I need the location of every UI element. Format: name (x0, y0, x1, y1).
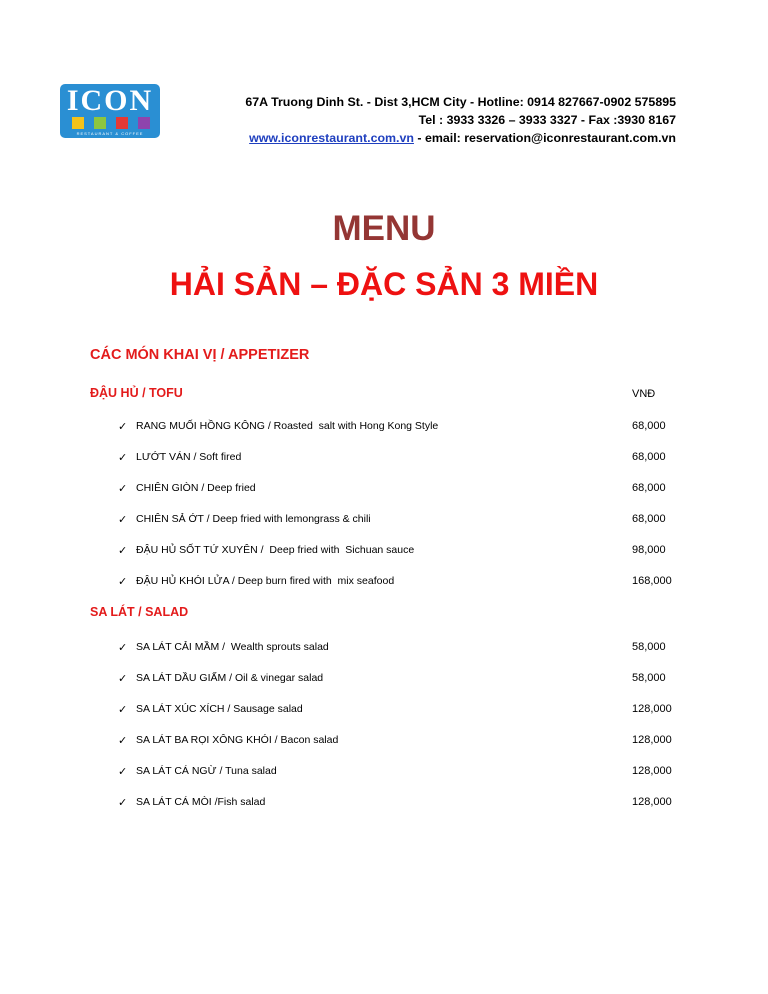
check-icon: ✓ (118, 452, 128, 464)
item-price: 128,000 (632, 703, 672, 715)
currency-label: VNĐ (632, 388, 656, 400)
item-price: 128,000 (632, 734, 672, 746)
check-icon: ✓ (118, 642, 128, 654)
check-icon: ✓ (118, 704, 128, 716)
website-link[interactable]: www.iconrestaurant.com.vn (249, 131, 414, 145)
category-title-salad: SA LÁT / SALAD (90, 605, 189, 619)
item-name: CHIÊN GIÒN / Deep fried (136, 482, 256, 494)
item-price: 68,000 (632, 420, 666, 432)
item-name: SA LÁT CÁ NGỪ / Tuna salad (136, 765, 277, 777)
item-price: 58,000 (632, 641, 666, 653)
check-icon: ✓ (118, 766, 128, 778)
item-name: LƯỚT VÁN / Soft fired (136, 451, 242, 463)
item-name: RANG MUỐI HỒNG KÔNG / Roasted salt with Hong Kong Style (136, 420, 439, 432)
item-price: 128,000 (632, 765, 672, 777)
menu-item (118, 544, 678, 560)
item-name: SA LÁT BA RỌI XÔNG KHÓI / Bacon salad (136, 734, 339, 746)
menu-subtitle: HẢI SẢN – ĐẶC SẢN 3 MIỀN (169, 266, 599, 302)
check-icon: ✓ (118, 483, 128, 495)
menu-item (118, 796, 678, 812)
item-price: 58,000 (632, 672, 666, 684)
menu-item (118, 420, 678, 436)
logo-tile-plate-icon (94, 117, 106, 129)
item-name: ĐẬU HỦ KHÓI LỬA / Deep burn fired with mix seafood (136, 575, 395, 587)
email-text: - email: reservation@iconrestaurant.com.vn (413, 131, 676, 145)
item-price: 68,000 (632, 451, 666, 463)
item-name: ĐẬU HỦ SỐT TỨ XUYÊN / Deep fried with Sichuan sauce (136, 544, 415, 556)
logo-tile-cup-icon (72, 117, 84, 129)
logo-tile-bottle-icon (138, 117, 150, 129)
check-icon: ✓ (118, 735, 128, 747)
item-price: 128,000 (632, 796, 672, 808)
restaurant-logo (60, 84, 160, 138)
item-name: CHIÊN SẢ ỚT / Deep fried with lemongrass & chili (136, 513, 371, 525)
menu-item (118, 482, 678, 498)
section-title-appetizer: CÁC MÓN KHAI VỊ / APPETIZER (90, 347, 310, 363)
item-price: 168,000 (632, 575, 672, 587)
menu-item (118, 672, 678, 688)
logo-tiles (72, 117, 150, 129)
menu-item (118, 641, 678, 657)
check-icon: ✓ (118, 514, 128, 526)
address-line: 67A Truong Dinh St. - Dist 3,HCM City - Hotline: 0914 827667-0902 575895 (245, 95, 676, 109)
item-name: SA LÁT CÁ MÒI /Fish salad (136, 796, 266, 808)
menu-item (118, 513, 678, 529)
check-icon: ✓ (118, 673, 128, 685)
menu-item (118, 575, 678, 591)
item-name: SA LÁT CẢI MẦM / Wealth sprouts salad (136, 641, 329, 653)
check-icon: ✓ (118, 421, 128, 433)
logo-tagline: RESTAURANT & COFFEE (76, 131, 144, 136)
item-name: SA LÁT XÚC XÍCH / Sausage salad (136, 703, 303, 715)
item-price: 68,000 (632, 513, 666, 525)
item-price: 68,000 (632, 482, 666, 494)
logo-text: ICON (66, 84, 154, 117)
check-icon: ✓ (118, 576, 128, 588)
logo-tile-dish-icon (116, 117, 128, 129)
item-name: SA LÁT DẦU GIẤM / Oil & vinegar salad (136, 672, 324, 684)
menu-item (118, 765, 678, 781)
menu-item (118, 451, 678, 467)
item-price: 98,000 (632, 544, 666, 556)
menu-title: MENU (332, 209, 436, 248)
contact-info (245, 93, 676, 147)
check-icon: ✓ (118, 545, 128, 557)
check-icon: ✓ (118, 797, 128, 809)
category-title-tofu: ĐẬU HỦ / TOFU (90, 386, 183, 400)
menu-item (118, 703, 678, 719)
menu-item (118, 734, 678, 750)
phone-line: Tel : 3933 3326 – 3933 3327 - Fax :3930 8167 (418, 113, 676, 127)
web-email-line (245, 129, 676, 147)
